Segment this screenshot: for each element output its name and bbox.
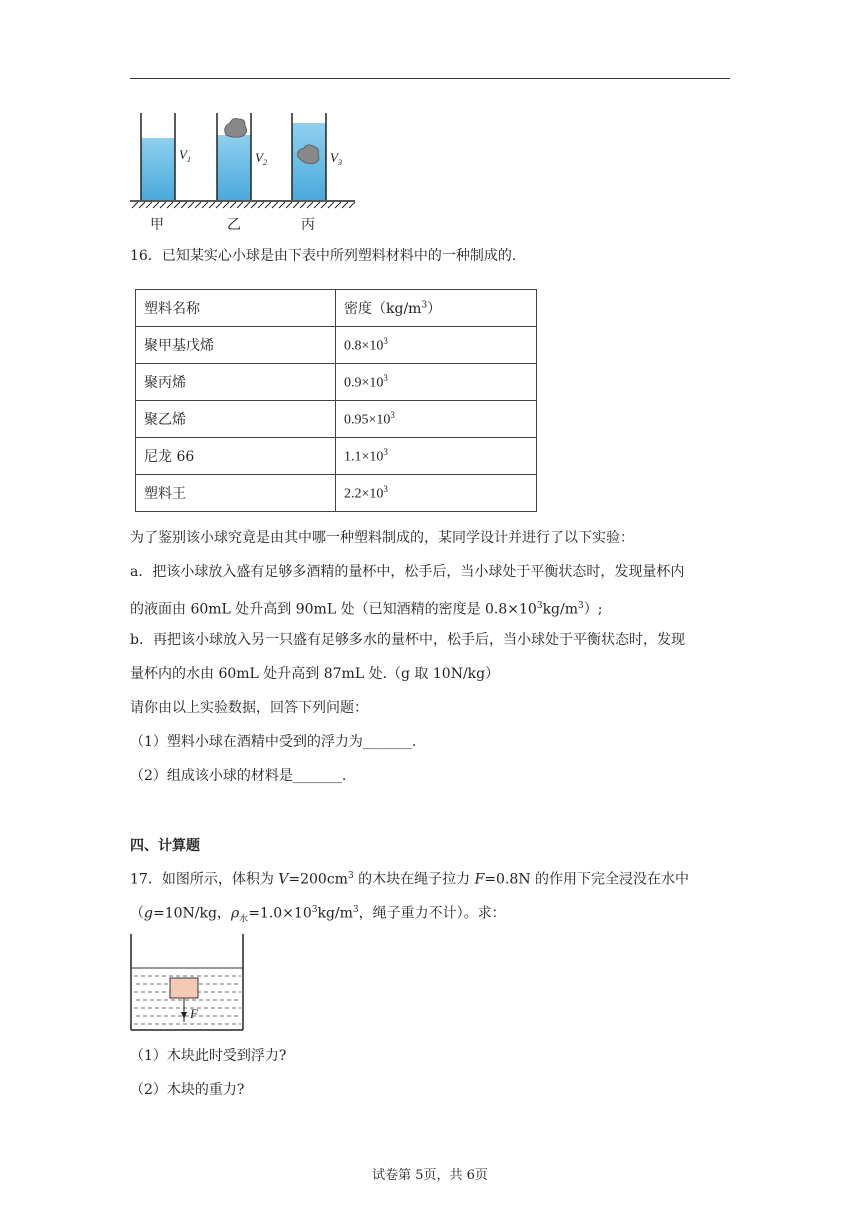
force-label: F [190,1006,198,1021]
q17-stem-line2: （g=10N/kg，$\rho_水=1.0\times 10^3kg/m^3$，绳子重力不计）。求： [130,905,506,925]
q17-stem-line1: 17．如图所示，体积为 $V=200cm^3$ 的木块在绳子拉力 F=0.8N 的作用下完全浸没在水中 [130,871,690,888]
table-row [136,327,537,364]
table-header-name: 塑料名称 [136,290,336,327]
label-yi: 乙 [227,217,241,233]
q16-step-a-line2: 的液面由 60mL 处升高到 90mL 处（已知酒精的密度是 $0.8\times 10^3kg/m^3$）; [130,601,603,618]
table-cell-density: $2.2\times 10^3$ [336,475,537,512]
q16-stem: 16．已知某实心小球是由下表中所列塑料材料中的一种制成的. [130,248,517,264]
table-cell-density: $0.95\times 10^3$ [336,401,537,438]
table-row [136,364,537,401]
table-row [136,438,537,475]
cylinder-jia [141,113,175,200]
q16-intro: 为了鉴别该小球究竟是由其中哪一种塑料制成的，某同学设计并进行了以下实验： [130,530,634,546]
q17-part2: （2）木块的重力? [130,1082,245,1098]
table-row [136,401,537,438]
q17-part1: （1）木块此时受到浮力? [130,1048,287,1064]
table-cell-name: 尼龙 66 [136,438,336,475]
table-header-density: 密度$(kg/m^3)$ [336,290,537,327]
table-cell-name: 聚丙烯 [136,364,336,401]
q16-ask: 请你由以上实验数据，回答下列问题： [130,700,368,716]
q16-step-b-line2: 量杯内的水由 60mL 处升高到 87mL 处.（g 取 10N/kg） [130,666,500,682]
label-bing: 丙 [301,217,315,233]
label-v2: $V_2$ [255,150,267,167]
wooden-block [170,978,198,998]
q16-part2: （2）组成该小球的材料是_______. [130,768,347,784]
label-v3: $V_3$ [330,150,342,167]
table-cell-density: $0.8\times 10^3$ [336,327,537,364]
header-rule [130,78,730,79]
cylinders-figure [130,105,360,235]
q16-part1: （1）塑料小球在酒精中受到的浮力为_______. [130,734,417,750]
section-title: 四、计算题 [130,838,200,854]
table-row [136,475,537,512]
q16-step-a-line1: a．把该小球放入盛有足够多酒精的量杯中，松手后，当小球处于平衡状态时，发现量杯内 [130,564,685,580]
label-v1: $V_1$ [179,147,191,164]
table-cell-name: 聚甲基戊烯 [136,327,336,364]
table-cell-density: $1.1\times 10^3$ [336,438,537,475]
density-table [135,289,537,512]
table-cell-name: 塑料王 [136,475,336,512]
q16-step-b-line1: b．再把该小球放入另一只盛有足够多水的量杯中，松手后，当小球处于平衡状态时，发现 [130,632,685,648]
block-in-water-figure [128,930,248,1034]
table-header-row [136,290,537,327]
table-cell-name: 聚乙烯 [136,401,336,438]
cylinder-bing [292,113,326,200]
cylinder-yi [217,113,251,200]
page-footer: 试卷第 5页，共 6页 [372,1168,488,1183]
table-cell-density: $0.9\times 10^3$ [336,364,537,401]
object-floating [225,119,247,138]
label-jia: 甲 [150,217,164,233]
arrow-down-icon [181,1012,187,1019]
